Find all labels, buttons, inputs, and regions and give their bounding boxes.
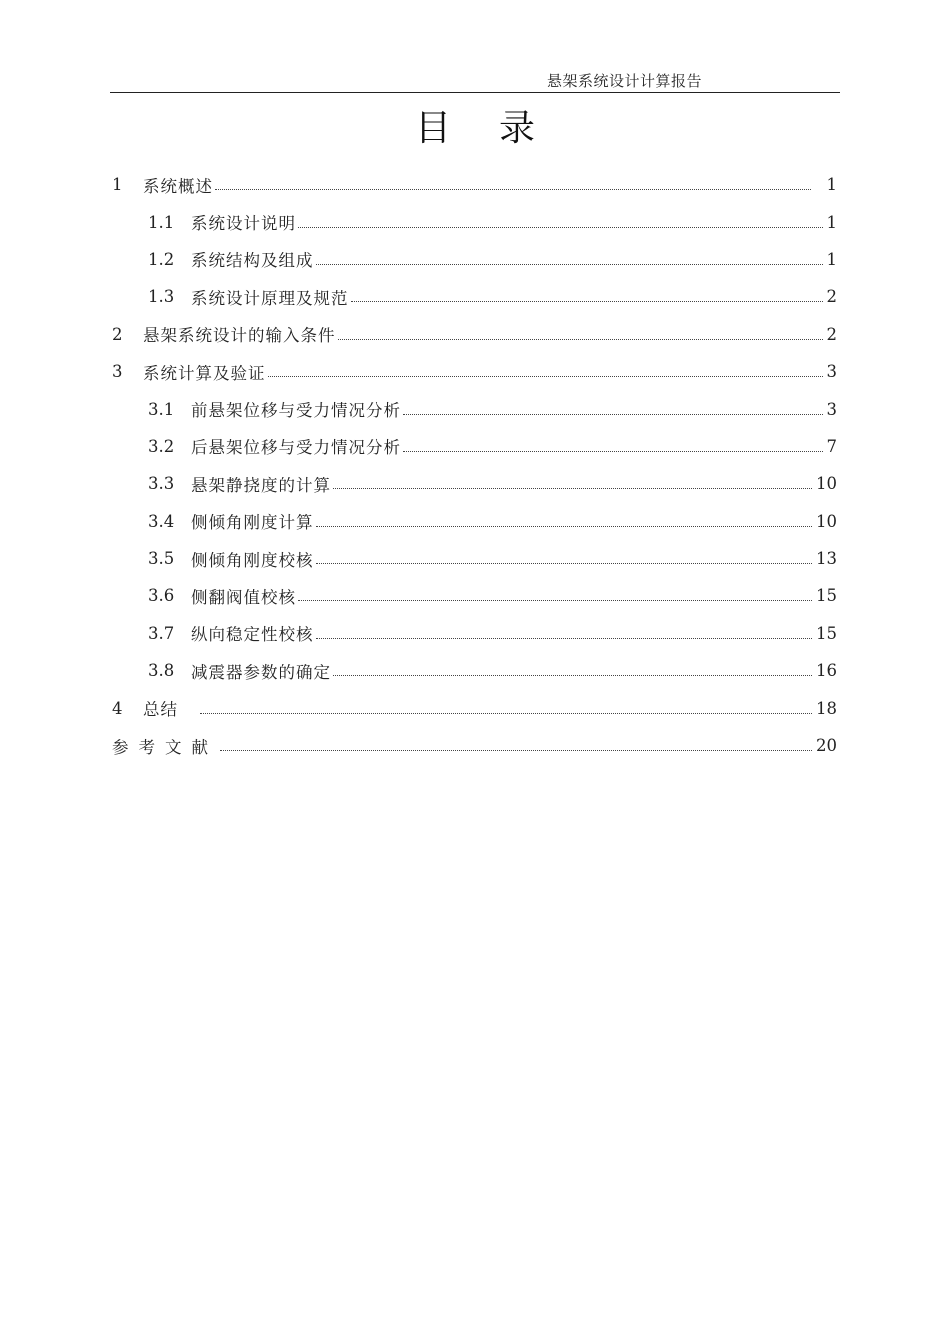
toc-entry-label: 悬架系统设计的输入条件 <box>143 326 336 346</box>
toc-entry-label: 参考文献 <box>112 737 218 757</box>
dot-leader <box>268 376 823 377</box>
dot-leader <box>351 301 823 302</box>
toc-entry-number: 3.1 <box>148 399 175 419</box>
toc-entry-page: 1 <box>826 175 837 195</box>
toc-entry-2[interactable] <box>112 316 837 353</box>
toc-entry-3-4[interactable] <box>112 503 837 540</box>
toc-entry-page: 7 <box>826 436 837 456</box>
toc-entry-label: 悬架静挠度的计算 <box>191 475 331 495</box>
toc-entry-number: 3.4 <box>148 511 175 531</box>
toc-entry-number: 3.6 <box>148 586 175 606</box>
toc-entry-label: 侧倾角刚度计算 <box>191 513 314 533</box>
toc-entry-3-2[interactable] <box>112 428 837 465</box>
toc-entry-number: 1.2 <box>148 249 175 269</box>
running-header <box>110 66 840 93</box>
toc-entry-3-8[interactable] <box>112 652 837 689</box>
toc-entry-4[interactable] <box>112 689 837 726</box>
toc-entry-label: 前悬架位移与受力情况分析 <box>191 401 401 421</box>
toc-entry-page: 18 <box>816 698 837 718</box>
toc-entry-number: 3.8 <box>148 661 175 681</box>
dot-leader <box>316 563 813 564</box>
toc-entry-label: 侧倾角刚度校核 <box>191 550 314 570</box>
toc-entry-3-5[interactable] <box>112 540 837 577</box>
toc-entry-label: 系统结构及组成 <box>191 251 314 271</box>
toc-entry-1-3[interactable] <box>112 278 837 315</box>
toc-entry-page: 3 <box>826 362 837 382</box>
toc-entry-page: 20 <box>816 736 837 756</box>
toc-entry-1-2[interactable] <box>112 241 837 278</box>
dot-leader <box>338 339 823 340</box>
toc-entry-label: 减震器参数的确定 <box>191 662 331 682</box>
toc-entry-3-1[interactable] <box>112 390 837 427</box>
toc-entry-label: 总结 <box>143 700 178 720</box>
toc-entry-label: 系统设计说明 <box>191 214 296 234</box>
toc-entry-references[interactable] <box>112 727 837 764</box>
toc-entry-number: 3.2 <box>148 436 175 456</box>
toc-entry-page: 1 <box>826 212 837 232</box>
toc-entry-label: 纵向稳定性校核 <box>191 625 314 645</box>
dot-leader <box>298 600 812 601</box>
toc-entry-label: 系统设计原理及规范 <box>191 288 349 308</box>
toc-title: 目录 <box>414 108 583 149</box>
toc-entry-page: 13 <box>816 549 837 569</box>
toc-entry-page: 10 <box>816 511 837 531</box>
running-header-title: 悬架系统设计计算报告 <box>546 72 702 90</box>
toc-entry-page: 1 <box>826 249 837 269</box>
toc-entry-3[interactable] <box>112 353 837 390</box>
dot-leader <box>200 713 812 714</box>
toc-entry-page: 3 <box>826 399 837 419</box>
toc-entry-number: 3.3 <box>148 474 175 494</box>
toc-entry-number: 4 <box>112 698 123 718</box>
toc-entry-number: 3.5 <box>148 549 175 569</box>
toc-entry-page: 15 <box>816 623 837 643</box>
toc-entry-3-7[interactable] <box>112 615 837 652</box>
toc-entry-1-1[interactable] <box>112 203 837 240</box>
dot-leader <box>316 526 813 527</box>
dot-leader <box>220 750 812 751</box>
dot-leader <box>298 227 823 228</box>
toc-entry-number: 1.3 <box>148 287 175 307</box>
dot-leader <box>316 264 823 265</box>
toc-entry-number: 2 <box>112 324 123 344</box>
toc-entry-1[interactable] <box>112 166 837 203</box>
dot-leader <box>333 488 812 489</box>
dot-leader <box>215 189 811 190</box>
dot-leader <box>403 451 823 452</box>
toc-entry-page: 16 <box>816 661 837 681</box>
dot-leader <box>333 675 812 676</box>
toc-entry-3-3[interactable] <box>112 465 837 502</box>
table-of-contents <box>112 166 837 764</box>
toc-entry-label: 系统计算及验证 <box>143 363 266 383</box>
toc-entry-label: 后悬架位移与受力情况分析 <box>191 438 401 458</box>
toc-entry-label: 侧翻阀值校核 <box>191 587 296 607</box>
toc-entry-number: 1.1 <box>148 212 175 232</box>
toc-entry-page: 15 <box>816 586 837 606</box>
toc-entry-number: 3 <box>112 362 123 382</box>
dot-leader <box>403 414 823 415</box>
toc-entry-number: 3.7 <box>148 623 175 643</box>
toc-entry-page: 2 <box>826 324 837 344</box>
toc-entry-page: 2 <box>826 287 837 307</box>
toc-entry-label: 系统概述 <box>143 176 213 196</box>
toc-entry-page: 10 <box>816 474 837 494</box>
toc-entry-number: 1 <box>112 175 123 195</box>
toc-entry-3-6[interactable] <box>112 577 837 614</box>
dot-leader <box>316 638 813 639</box>
